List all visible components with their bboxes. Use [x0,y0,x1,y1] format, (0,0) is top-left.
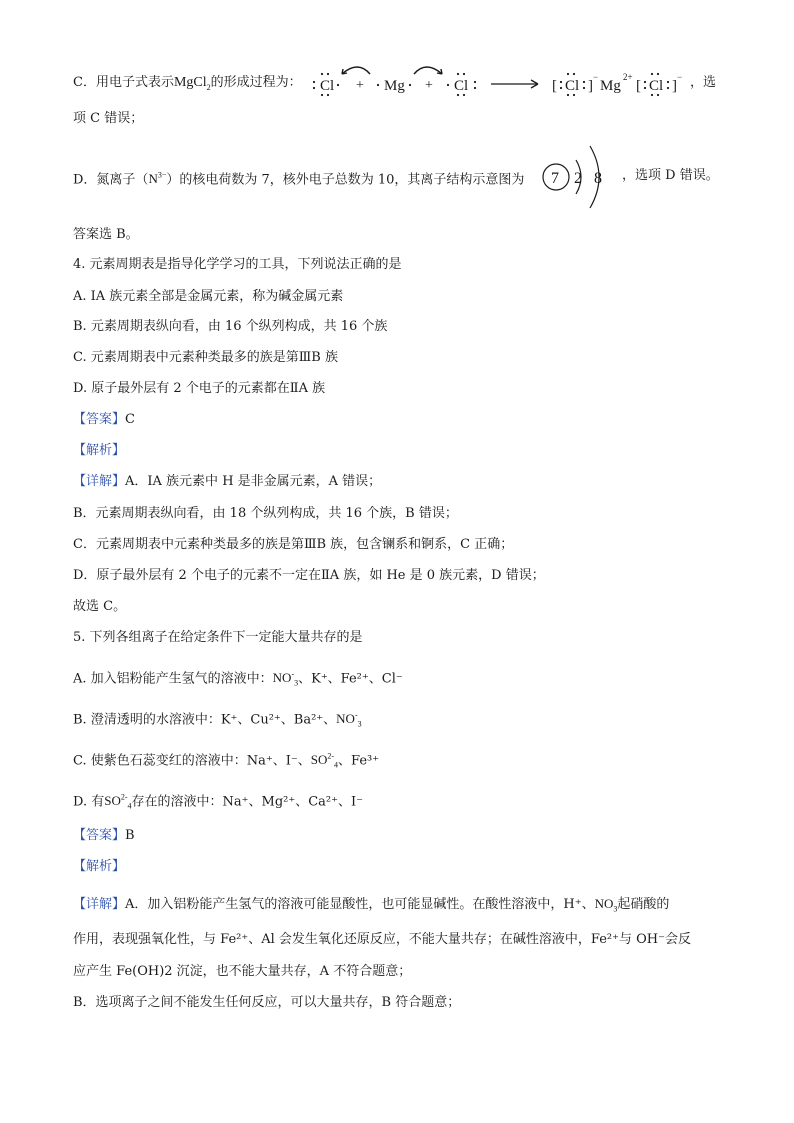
nitride-structure-diagram [538,142,618,212]
q4-conclusion: 故选 C。 [73,599,127,614]
q4-analysis-tag: 【解析】 [73,443,126,458]
cl-left: Cl [320,78,335,94]
q5-stem: 5. 下列各组离子在给定条件下一定能大量共存的是 [73,630,363,645]
nitride-ion: $N^{3-}$ [148,171,167,187]
q5-option-d: D. 有$SO^{2-}_4$存在的溶液中：Na⁺、Mg²⁺、Ca²⁺、I⁻ [73,793,363,811]
svg-text:−: − [593,72,599,82]
shell-1: 2 [574,170,582,187]
q5-analysis-tag: 【解析】 [73,859,126,874]
plus-2: + [425,78,433,93]
mg-ion: Mg [600,78,621,94]
cl-prod-left: Cl [565,78,580,94]
cl-right: Cl [454,78,469,94]
q4-detail-b: B．元素周期表纵向看，由 18 个纵列构成，共 16 个族，B 错误； [73,506,458,521]
nucleus-charge: 7 [551,170,559,187]
svg-text:2+: 2+ [623,72,633,82]
q5-detail-a1: 【详解】A．加入铝粉能产生氢气的溶液可能显酸性，也可能显碱性。在酸性溶液中，H⁺、$NO_3$起硝酸的 [73,896,670,914]
q5-option-c: C. 使紫色石蕊变红的溶液中：Na⁺、I⁻、$SO^{2-}_4$、Fe³⁺ [73,752,380,770]
svg-text:[: [ [552,78,557,94]
mgcl2-formation-diagram [308,62,708,102]
mg-atom: Mg [384,78,405,94]
q5-detail-a3: 应产生 Fe(OH)2 沉淀，也不能大量共存，A 不符合题意； [73,964,412,979]
cl-prod-right: Cl [649,78,664,94]
q4-answer: 【答案】C [73,412,135,427]
shell-2: 8 [594,170,602,187]
plus-1: + [356,78,364,93]
q5-option-a: A. 加入铝粉能产生氢气的溶液中：$NO^-_3$、K⁺、Fe²⁺、Cl⁻ [73,670,403,688]
q4-option-d: D. 原子最外层有 2 个电子的元素都在ⅡA 族 [73,381,326,396]
option-d-suffix: ，选项 D 错误。 [622,168,719,183]
q5-detail-b: B．选项离子之间不能发生任何反应，可以大量共存，B 符合题意； [73,995,461,1010]
q4-option-a: A. IA 族元素全部是金属元素，称为碱金属元素 [73,289,344,304]
option-c-cont: 项 C 错误； [73,111,144,126]
svg-text:−: − [677,72,683,82]
option-c-suffix: ，选 [690,75,717,90]
svg-text:]: ] [588,78,593,94]
option-d-line: D．氮离子$(N^{3-})$的核电荷数为 7，核外电子总数为 10，其离子结构示意图为 [73,171,525,188]
answer-3: 答案选 B。 [73,227,139,242]
q4-detail-c: C．元素周期表中元素种类最多的族是第ⅢB 族，包含镧系和锕系，C 正确； [73,537,514,552]
q4-detail-d: D．原子最外层有 2 个电子的元素不一定在ⅡA 族，如 He 是 0 族元素，D 错误； [73,568,545,583]
q4-detail-a: 【详解】A．ⅠA 族元素中 H 是非金属元素，A 错误； [73,474,382,489]
q4-option-c: C. 元素周期表中元素种类最多的族是第ⅢB 族 [73,350,338,365]
q5-detail-a2: 作用，表现强氧化性，与 Fe²⁺、Al 会发生氧化还原反应，不能大量共存；在碱性溶液中，Fe²⁺与 OH⁻会反 [73,932,691,947]
q4-stem: 4. 元素周期表是指导化学学习的工具，下列说法正确的是 [73,257,402,272]
option-c-line: C．用电子式表示MgCl$_2$的形成过程为： [73,75,302,92]
mgcl2-formula: MgCl$_2$ [173,75,211,92]
svg-text:[: [ [636,78,641,94]
q4-option-b: B. 元素周期表纵向看，由 16 个纵列构成，共 16 个族 [73,319,388,334]
svg-text:]: ] [672,78,677,94]
q5-option-b: B. 澄清透明的水溶液中：K⁺、Cu²⁺、Ba²⁺、$NO^-_3$ [73,711,362,729]
q5-answer: 【答案】B [73,828,135,843]
